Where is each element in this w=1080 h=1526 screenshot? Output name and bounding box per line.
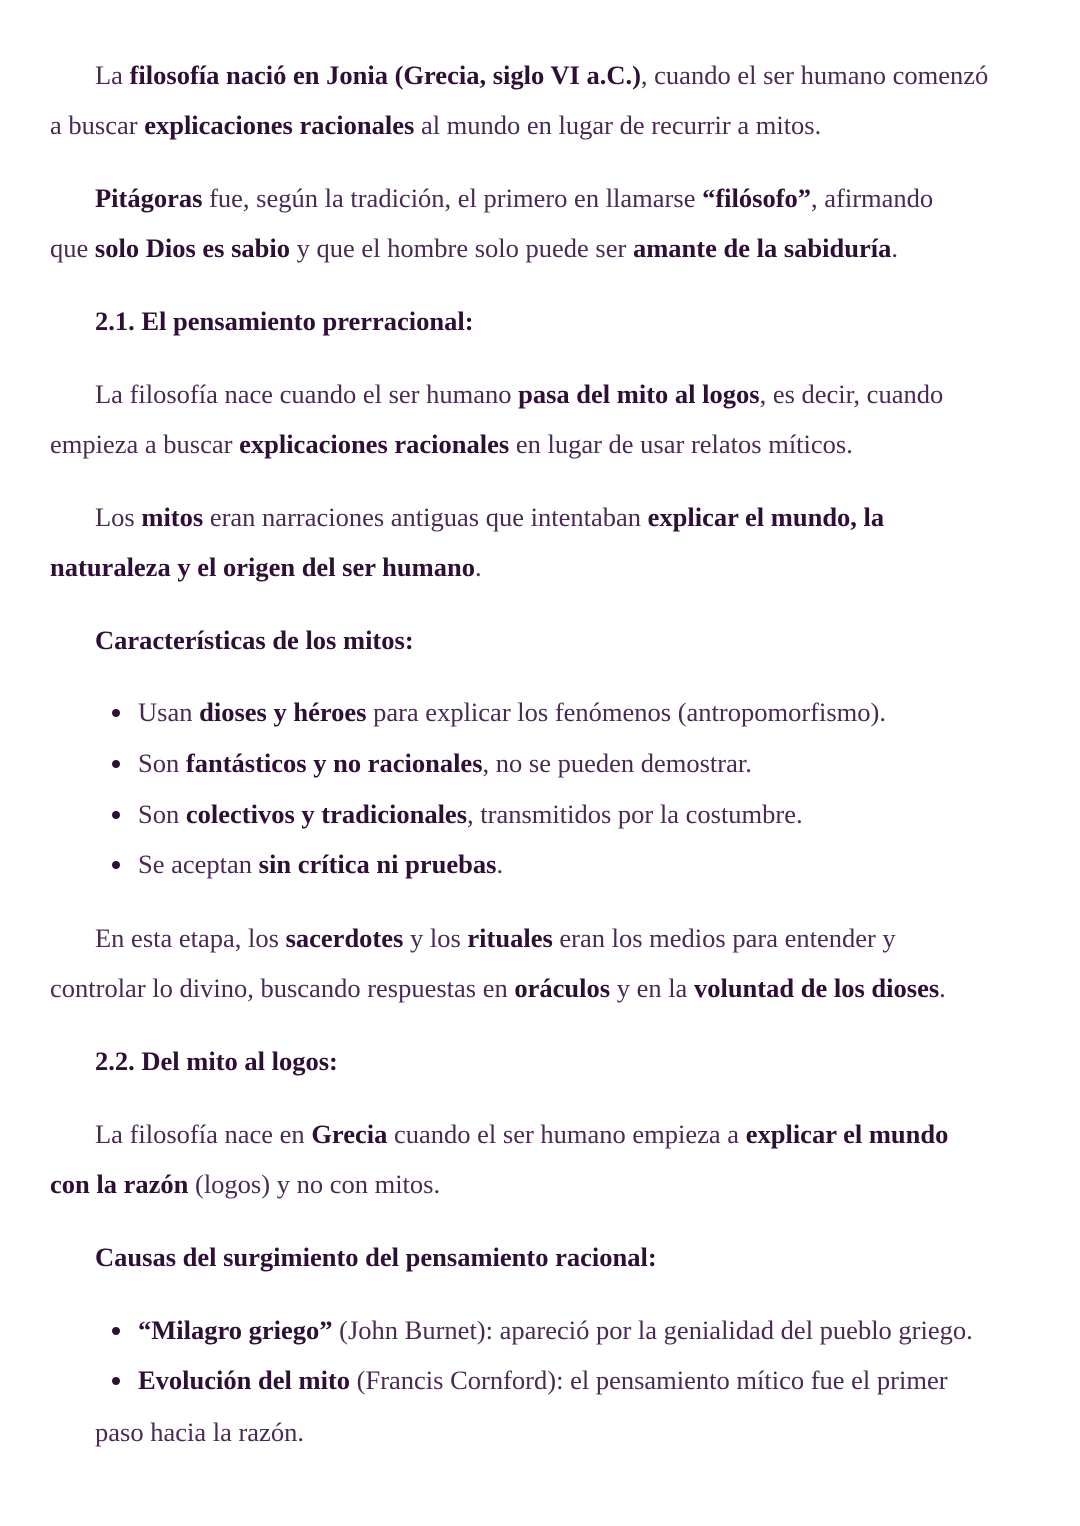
paragraph-line [95, 1119, 948, 1149]
text: controlar lo divino, buscando respuestas en [50, 973, 515, 1003]
list-item [138, 748, 752, 778]
bold-text: explicaciones racionales [239, 429, 510, 459]
bold-text: voluntad de los dioses [693, 973, 940, 1003]
text: Usan [138, 697, 200, 727]
bold-text: Evolución del mito [138, 1365, 351, 1395]
bold-text: solo Dios es sabio [94, 233, 290, 263]
bullet-icon [112, 811, 120, 819]
text: Son [138, 748, 186, 778]
list-item [138, 849, 503, 879]
bold-text: “Milagro griego” [138, 1315, 333, 1345]
section-heading [95, 306, 474, 336]
bold-text: fantásticos y no racionales [185, 748, 483, 778]
paragraph-line [50, 110, 821, 140]
bold-text: rituales [467, 923, 553, 953]
text: para explicar los fenómenos (antropomorfismo). [366, 697, 886, 727]
bold-text: con la razón [50, 1169, 189, 1199]
bold-text: Pitágoras [95, 183, 203, 213]
text: eran los medios para entender y [552, 923, 896, 953]
bold-text: dioses y héroes [199, 697, 367, 727]
bold-text: naturaleza y el origen del ser humano [50, 552, 475, 582]
bold-text: sin crítica ni pruebas [258, 849, 497, 879]
section-heading [95, 1242, 657, 1272]
text: cuando el ser humano empieza a [387, 1119, 746, 1149]
bold-text: filosofía nació en Jonia (Grecia, siglo VI a.C.) [129, 60, 641, 90]
paragraph-line [50, 1169, 440, 1199]
text: al mundo en lugar de recurrir a mitos. [414, 110, 822, 140]
paragraph-line [50, 973, 946, 1003]
paragraph-line [95, 379, 943, 409]
bold-text: “filósofo” [702, 183, 812, 213]
list-item [138, 697, 886, 727]
text: que [50, 233, 95, 263]
bold-text: Grecia [311, 1119, 388, 1149]
text: . [939, 973, 946, 1003]
bold-text: colectivos y tradicionales [185, 799, 468, 829]
text: , no se pueden demostrar. [482, 748, 752, 778]
text: , es decir, cuando [759, 379, 944, 409]
text: en lugar de usar relatos míticos. [509, 429, 853, 459]
paragraph-line [50, 552, 482, 582]
text: En esta etapa, los [95, 923, 286, 953]
bold-text: Características de los mitos: [95, 625, 414, 655]
text: , transmitidos por la costumbre. [467, 799, 803, 829]
bullet-icon [112, 1377, 120, 1385]
text: eran narraciones antiguas que intentaban [203, 502, 648, 532]
list-item [138, 1365, 948, 1395]
text: La filosofía nace en [95, 1119, 312, 1149]
paragraph-line [95, 502, 884, 532]
text: (Francis Cornford): el pensamiento mítico fue el primer [350, 1365, 948, 1395]
text: Se aceptan [138, 849, 259, 879]
text: empieza a buscar [50, 429, 240, 459]
paragraph-line [95, 183, 933, 213]
bold-text: 2.2. Del mito al logos: [95, 1046, 338, 1076]
paragraph-line [95, 60, 988, 90]
bullet-icon [112, 760, 120, 768]
paragraph-line [95, 1417, 304, 1447]
bold-text: explicaciones racionales [144, 110, 415, 140]
text: (logos) y no con mitos. [188, 1169, 441, 1199]
bullet-icon [112, 1327, 120, 1335]
text: y los [403, 923, 468, 953]
bold-text: oráculos [514, 973, 611, 1003]
text: , cuando el ser humano comenzó [640, 60, 989, 90]
section-heading [95, 1046, 338, 1076]
bold-text: explicar el mundo [745, 1119, 949, 1149]
text: Son [138, 799, 186, 829]
bold-text: explicar el mundo, la [647, 502, 885, 532]
text: fue, según la tradición, el primero en llamarse [202, 183, 703, 213]
bold-text: amante de la sabiduría [632, 233, 892, 263]
text: . [891, 233, 898, 263]
bold-text: mitos [141, 502, 204, 532]
paragraph-line [50, 233, 898, 263]
paragraph-line [50, 429, 853, 459]
text: , afirmando [811, 183, 934, 213]
bold-text: pasa del mito al logos [518, 379, 760, 409]
bold-text: 2.1. El pensamiento prerracional: [95, 306, 474, 336]
text: La filosofía nace cuando el ser humano [95, 379, 519, 409]
paragraph-line [95, 923, 896, 953]
text: (John Burnet): apareció por la genialidad del pueblo griego. [332, 1315, 973, 1345]
bullet-icon [112, 861, 120, 869]
text: y en la [610, 973, 694, 1003]
bold-text: Causas del surgimiento del pensamiento racional: [95, 1242, 657, 1272]
text: a buscar [50, 110, 145, 140]
section-heading [95, 625, 414, 655]
text: . [496, 849, 504, 879]
list-item [138, 1315, 973, 1345]
text: Los [95, 502, 142, 532]
bold-text: sacerdotes [285, 923, 404, 953]
bullet-icon [112, 709, 120, 717]
text: La [95, 60, 130, 90]
text: . [474, 552, 482, 582]
list-item [138, 799, 803, 829]
text: y que el hombre solo puede ser [290, 233, 633, 263]
text: paso hacia la razón. [95, 1417, 304, 1447]
